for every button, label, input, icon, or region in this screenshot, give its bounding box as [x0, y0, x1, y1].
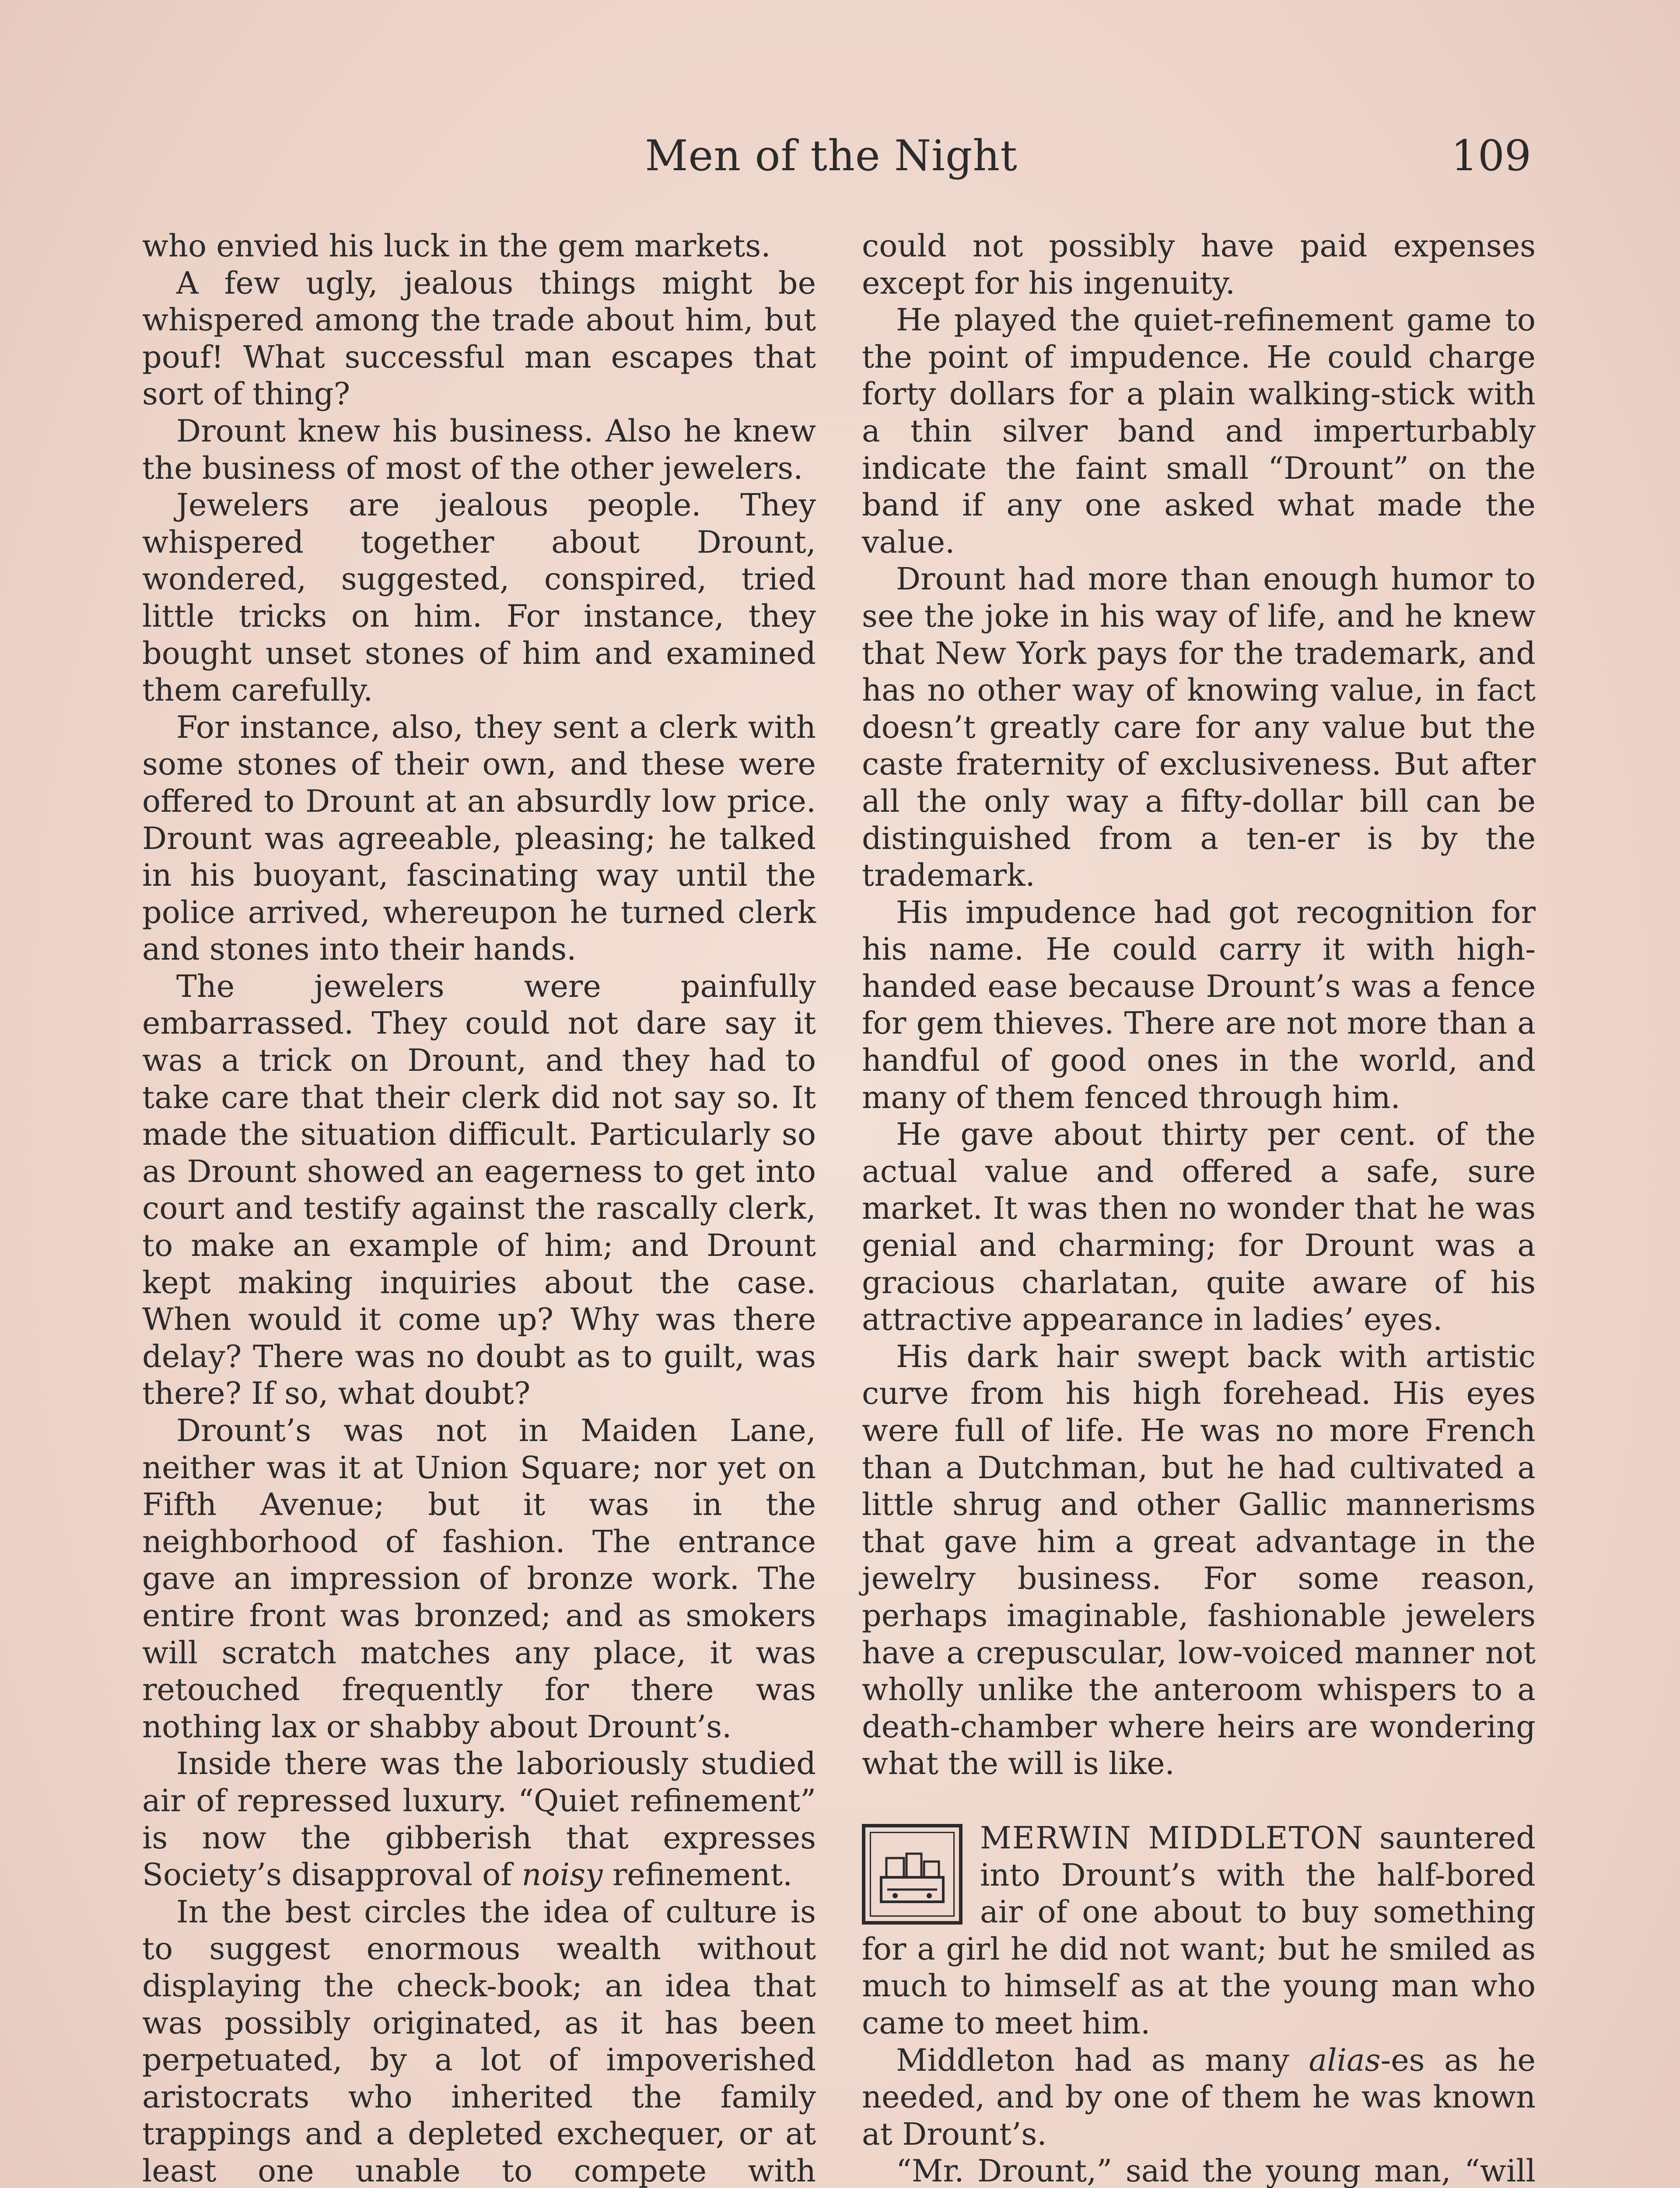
paragraph: For instance, also, they sent a clerk with some stones of their own, and these were offered to Drount at an absurdly low price. Drount was agreeable, pleasing; he talked in his buoyant, fascinating way until the police arrived, whereupon he turned clerk and stones into their hands.: [142, 709, 816, 968]
paragraph: who envied his luck in the gem markets.: [142, 228, 771, 264]
paragraph: Drount had more than enough humor to see the joke in his way of life, and he knew that New York pays for the trademark, and has no other way of knowing value, in fact doesn’t greatly care for any value but the caste fraternity of exclusiveness. But after all the only way a fifty-dollar bill can be distinguished from a ten-er is by the trademark.: [862, 561, 1536, 894]
page-number: 109: [1451, 131, 1531, 180]
text-run: refinement.: [602, 1857, 793, 1893]
text-run: Middleton had as many: [896, 2042, 1309, 2078]
paragraph: His dark hair swept back with artistic curve from his high forehead. His eyes were full of life. He was no more French than a Dutchman, but he had cultivated a little shrug and other Gallic mannerisms that gave him a great advantage in the jewelry business. For some reason, perhaps imaginable, fashionable jewelers have a crepuscular, low-voiced manner not wholly unlike the anteroom whispers to a death-chamber where heirs are wondering what the will is like.: [862, 1338, 1536, 1782]
running-head: [0, 131, 1680, 188]
paragraph: Jewelers are jealous people. They whispered together about Drount, wondered, suggested, conspired, tried little tricks on him. For instance, they bought unset stones of him and examined them carefully.: [142, 487, 816, 708]
paragraph: “Mr. Drount,” said the young man, “will: [896, 2153, 1536, 2188]
section-gap: [862, 1782, 1536, 1820]
paragraph: His impudence had got recognition for his name. He could carry it with high-handed ease because Drount’s was a fence for gem thieves. There are not more than a handful of good ones in the world, and many of them fenced through him.: [862, 894, 1536, 1115]
paragraph: Drount knew his business. Also he knew the business of most of the other jewelers.: [142, 413, 816, 486]
section-opening-paragraph: [862, 1820, 1536, 2042]
paragraph: [862, 2042, 1536, 2153]
decorative-initial-icon: [862, 1824, 962, 1925]
right-column: [862, 228, 1536, 2188]
emphasis: alias: [1309, 2042, 1381, 2078]
text-run: -es as he needed, and by one of them he was known at Drount’s.: [862, 2042, 1536, 2152]
paragraph: He gave about thirty per cent. of the actual value and offered a safe, sure market. It was then no wonder that he was genial and charming; for Drount was a gracious charlatan, quite aware of his attractive appearance in ladies’ eyes.: [862, 1116, 1536, 1338]
paragraph: A few ugly, jealous things might be whispered among the trade about him, but pouf! What successful man escapes that sort of thing?: [142, 265, 816, 412]
paragraph: could not possibly have paid expenses except for his ingenuity.: [862, 228, 1536, 301]
left-column: [142, 228, 816, 2188]
lead-in-caps: MERWIN MIDDLETON: [980, 1820, 1364, 1856]
text-run: sauntered into Drount’s with the half-bored air of one about to buy something for a girl he did not want; but he smiled as much to himself as at the young man who came to meet him.: [862, 1820, 1536, 2041]
paragraph: Drount’s was not in Maiden Lane, neither was it at Union Square; nor yet on Fifth Avenue; but it was in the neighborhood of fashion. The entrance gave an impression of bronze work. The entire front was bronzed; and as smokers will scratch matches any place, it was retouched frequently for there was nothing lax or shabby about Drount’s.: [142, 1413, 816, 1745]
emphasis: noisy: [522, 1857, 603, 1893]
paragraph: He played the quiet-refinement game to the point of impudence. He could charge forty dollars for a plain walking-stick with a thin silver band and imperturbably indicate the faint small “Drount” on the band if any one asked what made the value.: [862, 302, 1536, 560]
paragraph: In the best circles the idea of culture is to suggest enormous wealth without displaying the check-book; an idea that was possibly originated, as it has been perpetuated, by a lot of impoverished aristocrats who inherited the family trappings and a depleted exchequer, or at least one unable to compete with: [142, 1893, 816, 2188]
page-title: Men of the Night: [645, 131, 1018, 180]
paragraph: The jewelers were painfully embarrassed. They could not dare say it was a trick on Drount, and they had to take care that their clerk did not say so. It made the situation difficult. Particularly so as Drount showed an eagerness to get into court and testify against the rascally clerk, to make an example of him; and Drount kept making inquiries about the case. When would it come up? Why was there delay? There was no doubt as to guilt, was there? If so, what doubt?: [142, 968, 816, 1412]
paragraph: [142, 1745, 816, 1893]
text-run: Inside there was the laboriously studied air of repressed luxury. “Quiet refinement” is now the gibberish that expresses Society’s disapproval of: [142, 1746, 816, 1893]
